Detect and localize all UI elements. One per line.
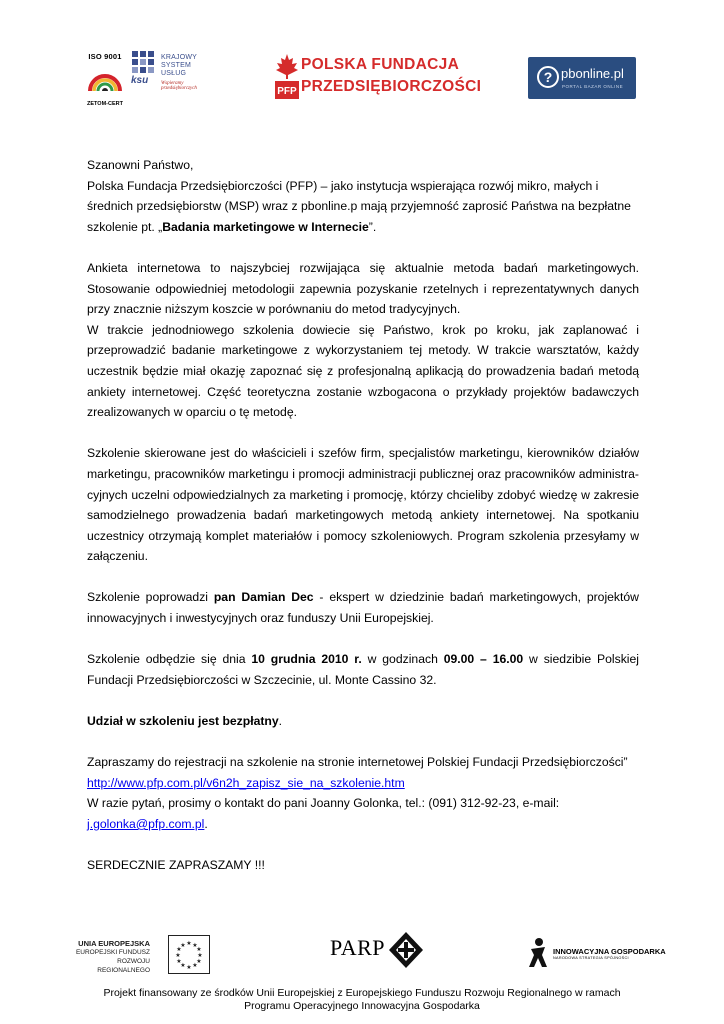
ksu-line: KRAJOWY [161, 54, 198, 61]
funding-note-line: Projekt finansowany ze środków Unii Europejskiej z Europejskiego Funduszu Rozwoju Regionalnego w ramach [103, 987, 621, 999]
trainer-name: pan Damian Dec [213, 590, 314, 605]
pbonline-logo [528, 57, 636, 99]
free-notice-end: . [278, 714, 283, 729]
intro-paragraph [87, 176, 639, 238]
svg-text:★: ★ [176, 958, 182, 965]
parp-logo [330, 929, 425, 971]
date-paragraph [87, 649, 639, 690]
course-paragraph: W trakcie jednodniowego szkolenia dowiecie się Państwo, krok po kroku, jak zaplanować i przeprowadzić badanie marketingowe z wykorzystaniem tej metody. W trakcie warsztatów, każdy uczestnik będzie miał okazję zapoznać się z profesjonalną aplikacją do prowadzenia badań metodą ankiety internetowej. Część teoretyczna zostanie wzbogacona o przykłady projektów badawczych zrealizowanych w oparciu o tę metodę. [87, 322, 639, 420]
contact-end: . [204, 817, 208, 831]
ksu-brand: ksu [131, 75, 149, 85]
training-hours: 09.00 – 16.00 [443, 652, 524, 667]
ksu-logo [130, 47, 212, 93]
eu-flag-icon [168, 935, 210, 974]
parp-name: PARP [330, 935, 386, 960]
salutation: Szanowni Państwo, [87, 158, 194, 172]
svg-text:?: ? [543, 69, 553, 85]
funding-note [62, 987, 662, 1013]
intro-end: ”. [368, 219, 377, 234]
trainer-text: Szkolenie poprowadzi [87, 590, 214, 605]
parp-arrows-icon [388, 931, 424, 969]
svg-text:★: ★ [180, 942, 186, 949]
pbonline-name: pbonline.pl [561, 66, 624, 81]
contact-text: W razie pytań, prosimy o kontakt do pani Joanny Golonka, tel.: (091) 312-92-23, e-mail: [87, 796, 560, 811]
svg-text:★: ★ [186, 964, 192, 971]
pfp-name-line1: POLSKA FUNDACJA [301, 56, 460, 73]
pfp-name-line2: PRZEDSIĘBIORCZOŚCI [301, 78, 482, 95]
training-date: 10 grudnia 2010 r. [251, 652, 362, 667]
question-bubble-icon [537, 66, 559, 88]
letter-body [87, 155, 639, 876]
training-title: Badania marketingowe w Internecie [162, 219, 369, 234]
eu-text [65, 939, 150, 975]
register-text: Zapraszamy do rejestracji na szkolenie na stronie internetowej Polskiej Fundacji Przedsiębiorczości” [87, 755, 628, 770]
audience-paragraph: Szkolenie skierowane jest do właścicieli i szefów firm, specjalistów marketingu, kierowników działów marketingu, pracowników marketingu i promocji administracji publicznej oraz pracowników administra-cyjnych uczelni odpowiedzialnych za marketing i promocję, którzy chcieliby zdobyć wiedzę w zakresie samodzielnego prowadzenia badań marketingowych metodą ankiety internetowej. Na spotkaniu uczestnicy otrzymają komplet materiałów i pomocy szkoleniowych. Program szkolenia przesyłamy w załączeniu. [87, 446, 639, 564]
zetom-cert-label: ZETOM-CERT [87, 101, 123, 107]
svg-text:★: ★ [196, 946, 202, 953]
eu-line: ROZWOJU REGIONALNEGO [97, 958, 150, 974]
maple-leaf-icon [275, 53, 299, 101]
ksu-grid-icon [130, 51, 158, 85]
ksu-line: SYSTEM [161, 62, 191, 69]
pbonline-subtitle: PORTAL BAZAR ONLINE [562, 84, 624, 89]
iso-label: ISO 9001 [88, 52, 122, 61]
date-text: Szkolenie odbędzie się dnia [87, 652, 252, 667]
registration-link[interactable]: http://www.pfp.com.pl/v6n2h_zapisz_sie_na_szkolenie.htm [87, 775, 405, 790]
closing: SERDECZNIE ZAPRASZAMY !!! [87, 858, 265, 873]
svg-text:★: ★ [192, 962, 198, 969]
method-paragraph: Ankieta internetowa to najszybciej rozwijająca się aktualnie metoda badań marketingowych. Stosowanie odpowiedniej metodologii zapewnia pozyskanie rzetelnych i reprezentatywnych danych przy znacznie niższym koszcie w porównaniu do metod tradycyjnych. [87, 260, 639, 317]
date-text: w godzinach [361, 652, 444, 667]
funding-note-line: Programu Operacyjnego Innowacyjna Gospodarka [244, 1000, 480, 1012]
ksu-name [161, 54, 197, 78]
ksu-tagline: Wspieramy przedsiębiorczych [161, 81, 197, 91]
svg-text:★: ★ [175, 952, 181, 959]
eu-line: UNIA EUROPEJSKA [78, 939, 150, 948]
venue-text: w siedzibie Polskiej Fundacji Przedsiębiorczości w Szczecinie, ul. Monte Cassino 32. [87, 652, 639, 687]
register-link-line [87, 773, 639, 794]
figure-icon [527, 937, 549, 969]
svg-text:★: ★ [186, 940, 192, 947]
ig-title: INNOWACYJNA GOSPODARKA [553, 947, 666, 956]
intro-text: Polska Fundacja Przedsiębiorczości (PFP) – jako instytucja wspierająca rozwój mikro, małych i średnich przedsiębiorstw (MSP) wraz z pbonline.p mają przyjemność zaprosić Państwa na bezpłatne szkolenie pt. „ [87, 178, 631, 234]
iso-rainbow-icon [82, 61, 128, 95]
ksu-line: USŁUG [161, 70, 187, 77]
pfp-logo [275, 53, 482, 101]
free-notice-bold: Udział w szkoleniu jest bezpłatny [87, 714, 279, 729]
free-notice [87, 711, 639, 732]
contact-email-link[interactable]: j.golonka@pfp.com.pl [87, 817, 205, 831]
contact-email-line [87, 814, 639, 835]
svg-text:★: ★ [192, 942, 198, 949]
svg-text:★: ★ [197, 952, 203, 959]
eu-line: EUROPEJSKI FUNDUSZ [75, 949, 150, 956]
pfp-emblem-text: PFP [277, 86, 297, 97]
eu-erdf-logo [65, 933, 210, 973]
trainer-description: - ekspert w dziedzinie badań marketingowych, projektów innowacyjnych i inwestycyjnych oraz funduszy Unii Europejskiej. [87, 590, 639, 626]
trainer-paragraph [87, 587, 639, 628]
svg-text:★: ★ [196, 958, 202, 965]
ig-subtitle: NARODOWA STRATEGIA SPÓJNOŚCI [553, 956, 629, 960]
svg-text:★: ★ [176, 946, 182, 953]
svg-text:★: ★ [180, 962, 186, 969]
innowacyjna-gospodarka-logo [527, 935, 666, 971]
iso-9001-logo [82, 52, 128, 106]
